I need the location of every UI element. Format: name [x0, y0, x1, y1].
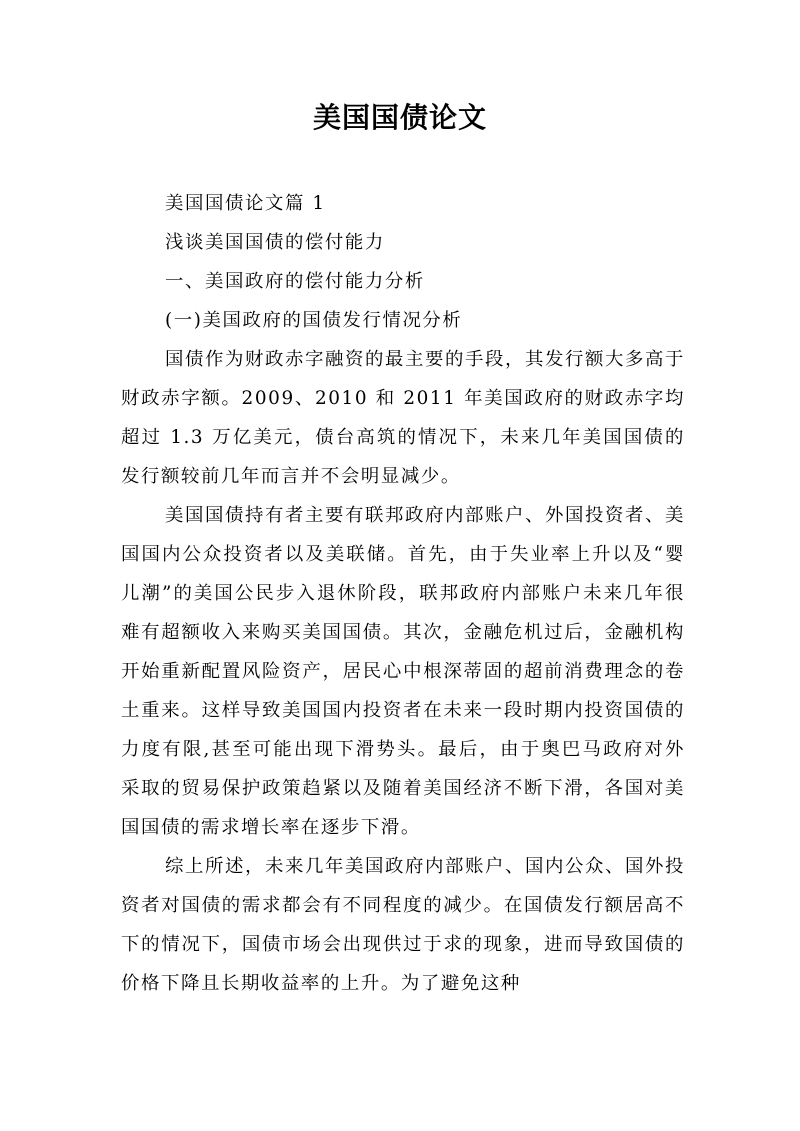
- paragraph-holders: 美国国债持有者主要有联邦政府内部账户、外国投资者、美国国内公众投资者以及美联储。首先，由于失业率上升以及“婴儿潮”的美国公民步入退休阶段，联邦政府内部账户未来几年很难有超额收入来购买美国国债。其次，金融危机过后，金融机构开始重新配置风险资产，居民心中根深蒂固的超前消费理念的卷土重来。这样导致美国国内投资者在未来一段时期内投资国债的力度有限,甚至可能出现下滑势头。最后，由于奥巴马政府对外采取的贸易保护政策趋紧以及随着美国经济不断下滑，各国对美国国债的需求增长率在逐步下滑。: [121, 505, 685, 838]
- document-title: 美国国债论文: [312, 101, 487, 134]
- document-body: [121, 184, 685, 1003]
- section-heading-subpart-one: (一)美国政府的国债发行情况分析: [165, 310, 463, 331]
- paragraph-issuance: 国债作为财政赤字融资的最主要的手段，其发行额大多高于财政赤字额。2009、2010 和 2011 年美国政府的财政赤字均超过 1.3 万亿美元，债台高筑的情况下，未来几年美国国债的发行额较前几年而言并不会明显减少。: [121, 349, 685, 487]
- section-heading-topic: 浅谈美国国债的偿付能力: [165, 232, 385, 253]
- section-heading-article: 美国国债论文篇 1: [165, 193, 326, 214]
- section-heading-part-one: 一、美国政府的偿付能力分析: [165, 271, 425, 292]
- paragraph-summary: 综上所述，未来几年美国政府内部账户、国内公众、国外投资者对国债的需求都会有不同程度的减少。在国债发行额居高不下的情况下，国债市场会出现供过于求的现象，进而导致国债的价格下降且长期收益率的上升。为了避免这种: [121, 856, 685, 994]
